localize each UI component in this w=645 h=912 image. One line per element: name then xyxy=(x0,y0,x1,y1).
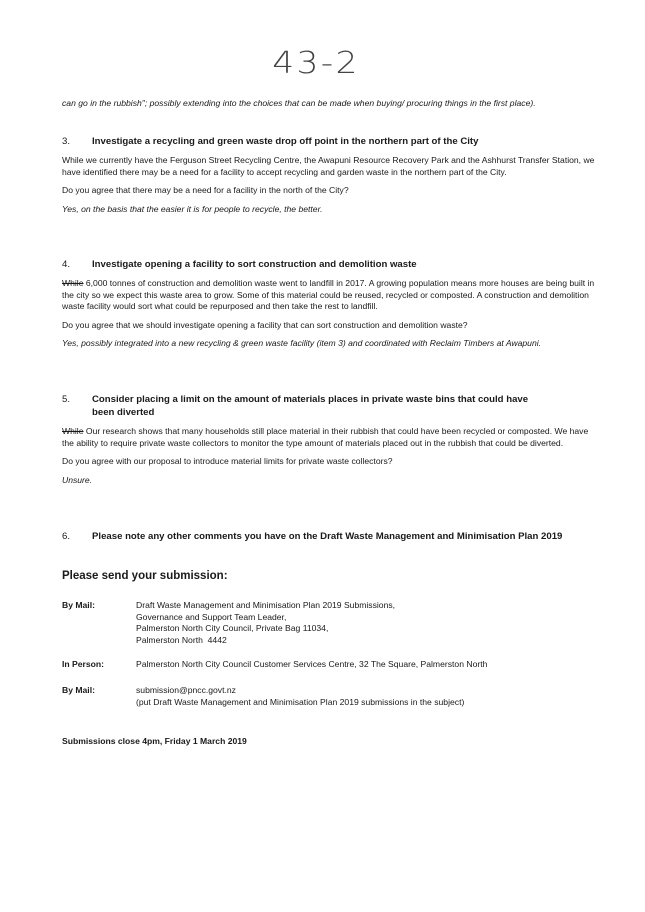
section-3-answer: Yes, on the basis that the easier it is for people to recycle, the better. xyxy=(62,203,323,214)
section-4-question: Do you agree that we should investigate opening a facility that can sort construction and demolition waste? xyxy=(62,319,468,330)
in-person-address xyxy=(136,659,487,671)
struck-text: While xyxy=(62,426,84,436)
section-3-body: While we currently have the Ferguson Street Recycling Centre, the Awapuni Resource Recovery Park and the Ashhurst Transfer Station, we have identified there may be a need for a facility to accept recycling and garden waste in the northern part of the City. xyxy=(62,155,595,177)
address-line: Palmerston North City Council, Private Bag 11034, xyxy=(136,623,329,634)
section-5-body xyxy=(62,426,597,449)
address-line: Governance and Support Team Leader, xyxy=(136,611,287,622)
address-line: Draft Waste Management and Minimisation Plan 2019 Submissions, xyxy=(136,600,396,610)
email-address: submission@pncc.govt.nz xyxy=(136,685,236,695)
handwritten-page-number: 43-2 xyxy=(272,46,360,81)
section-4-answer: Yes, possibly integrated into a new recycling & green waste facility (item 3) and coordinated with Reclaim Timbers at Awapuni. xyxy=(62,338,542,349)
section-3-heading xyxy=(62,135,597,148)
section-6-heading xyxy=(62,530,622,543)
email-details xyxy=(136,685,464,708)
section-number: 5. xyxy=(62,394,71,405)
email-subject-note: (put Draft Waste Management and Minimisation Plan 2019 submissions in the subject) xyxy=(136,696,465,707)
section-3 xyxy=(62,135,597,222)
section-5-answer: Unsure. xyxy=(62,474,93,485)
contact-label: By Mail: xyxy=(62,685,95,695)
contact-label: By Mail: xyxy=(62,600,95,610)
contact-label: In Person: xyxy=(62,659,105,669)
section-4-heading xyxy=(62,258,597,271)
body-text: 6,000 tonnes of construction and demolition waste went to landfill in 2017. A growing population means more houses are being built in the city so we expect this waste area to grow. Some of this material could be reused, recycled or composted. A construction and demolition waste facility would sort what could be repurposed and then take the rest to landfill. xyxy=(62,278,595,312)
mail-address xyxy=(136,600,395,646)
section-6 xyxy=(62,530,622,550)
address-line: Palmerston North City Council Customer Services Centre, 32 The Square, Palmerston North xyxy=(136,659,488,669)
section-title: Please note any other comments you have on the Draft Waste Management and Minimisation Plan 2019 xyxy=(92,531,563,542)
section-4 xyxy=(62,258,597,357)
section-title: Consider placing a limit on the amount of materials places in private waste bins that could have been diverted xyxy=(92,394,529,418)
section-5-heading xyxy=(62,393,597,419)
section-number: 3. xyxy=(62,136,71,147)
contact-by-mail xyxy=(62,600,602,646)
submissions-close-note: Submissions close 4pm, Friday 1 March 2019 xyxy=(62,736,247,746)
contact-by-email xyxy=(62,685,602,708)
section-5 xyxy=(62,393,597,493)
send-submission-title: Please send your submission: xyxy=(62,570,228,582)
section-5-question: Do you agree with our proposal to introduce material limits for private waste collectors? xyxy=(62,456,393,467)
section-4-body xyxy=(62,278,597,313)
section-title: Investigate opening a facility to sort construction and demolition waste xyxy=(92,259,417,270)
section-3-question: Do you agree that there may be a need for a facility in the north of the City? xyxy=(62,185,349,196)
intro-text: can go in the rubbish"; possibly extending into the choices that can be made when buying/ procuring things in the first place). xyxy=(62,98,536,108)
section-number: 4. xyxy=(62,259,71,270)
section-title: Investigate a recycling and green waste drop off point in the northern part of the City xyxy=(92,136,479,147)
section-number: 6. xyxy=(62,531,71,542)
body-text: Our research shows that many households still place material in their rubbish that could have been recycled or composted. We have the ability to require private waste collectors to monitor the type amount of materials placed out in the rubbish that could be diverted. xyxy=(62,426,589,448)
address-line: Palmerston North 4442 xyxy=(136,634,227,645)
struck-text: While xyxy=(62,278,84,288)
contact-in-person xyxy=(62,659,602,671)
